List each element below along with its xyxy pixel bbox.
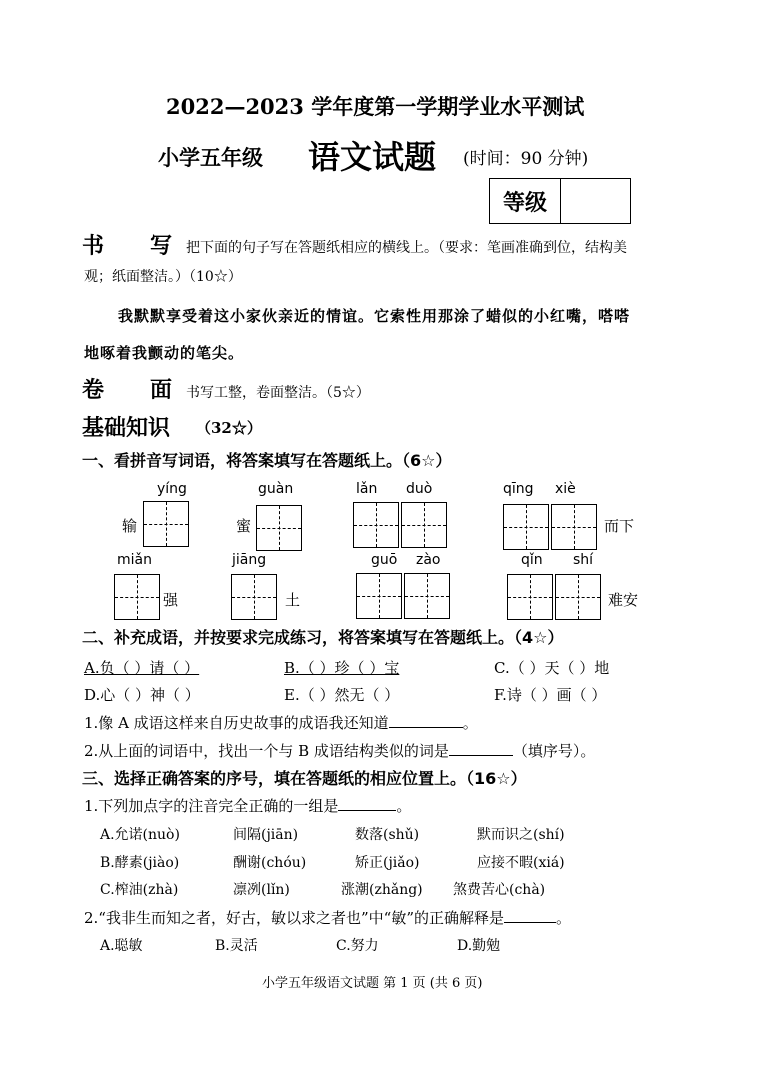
writing-instruction-2: 观；纸面整洁。）（10☆） — [84, 269, 242, 285]
writing-instruction-1: 把下面的句子写在答题纸相应的横线上。（要求：笔画准确到位，结构美 — [186, 240, 627, 256]
answer-box[interactable] — [114, 574, 160, 620]
idiom-f: F.诗（ ）画（ ） — [494, 686, 607, 704]
time-limit: (时间：90 分钟) — [463, 149, 589, 169]
answer-box[interactable] — [404, 573, 450, 619]
level-label: 等级 — [490, 179, 561, 223]
page-footer: 小学五年级语文试题 第 1 页 (共 6 页) — [262, 976, 483, 991]
choice-c: C.努力 — [336, 938, 379, 954]
pinyin: lǎn — [356, 481, 378, 497]
option-b-4: 应接不暇(xiá) — [477, 855, 565, 871]
q3-title: 三、选择正确答案的序号，填在答题纸的相应位置上。（16☆） — [82, 769, 527, 788]
answer-box[interactable] — [555, 574, 601, 620]
q1-title: 一、看拼音写词语，将答案填写在答题纸上。（6☆） — [82, 451, 452, 470]
q3-item-1: 1.下列加点字的注音完全正确的一组是 。 — [84, 797, 412, 815]
idiom-a: A.负（ ）请（ ） — [84, 659, 200, 677]
answer-blank[interactable] — [338, 810, 396, 811]
pinyin: shí — [573, 552, 594, 568]
idiom-c: C.（ ）天（ ）地 — [494, 659, 610, 677]
answer-blank[interactable] — [449, 755, 513, 756]
writing-sentence-2: 地啄着我颤动的笔尖。 — [84, 344, 245, 362]
basics-heading: 基础知识 — [82, 416, 171, 441]
basics-score: （32☆） — [196, 419, 262, 437]
level-box — [489, 178, 631, 224]
word-char: 而下 — [604, 517, 635, 535]
answer-box[interactable] — [143, 501, 189, 547]
word-char: 难安 — [608, 591, 639, 609]
word-char: 强 — [163, 591, 179, 609]
option-b-1: B.酵素(jiào) — [100, 855, 180, 871]
q2-item-1: 1.像 A 成语这样来自历史故事的成语我还知道 。 — [84, 714, 478, 732]
writing-heading-b: 写 — [150, 234, 173, 259]
level-field[interactable] — [561, 179, 630, 223]
answer-blank[interactable] — [504, 922, 556, 923]
idiom-b: B.（ ）珍（ ）宝 — [284, 659, 400, 677]
answer-box[interactable] — [507, 574, 553, 620]
word-char: 蜜 — [236, 517, 252, 535]
answer-blank[interactable] — [389, 727, 463, 728]
pinyin: duò — [406, 481, 433, 497]
q2-title: 二、补充成语，并按要求完成练习，将答案填写在答题纸上。（4☆） — [82, 628, 564, 647]
answer-box[interactable] — [356, 573, 402, 619]
option-a-2: 间隔(jiān) — [233, 827, 299, 843]
paper-heading-a: 卷 — [82, 378, 105, 403]
pinyin: qǐn — [521, 552, 543, 568]
pinyin: yíng — [157, 481, 187, 497]
option-c-1: C.榨油(zhà) — [100, 882, 179, 898]
answer-box[interactable] — [401, 502, 447, 548]
answer-box[interactable] — [256, 505, 302, 551]
pinyin: qīng — [503, 481, 534, 497]
pinyin: zào — [416, 552, 441, 568]
choice-b: B.灵活 — [215, 938, 258, 954]
idiom-d: D.心（ ）神（ ） — [84, 686, 200, 704]
option-a-3: 数落(shǔ) — [355, 827, 420, 843]
paper-heading-b: 面 — [150, 378, 173, 403]
q3-item-2: 2.“我非生而知之者，好古，敏以求之者也”中“敏”的正确解释是 。 — [84, 909, 572, 927]
choice-d: D.勤勉 — [457, 938, 501, 954]
option-a-1: A.允诺(nuò) — [100, 827, 180, 843]
pinyin: jiāng — [232, 552, 267, 568]
writing-sentence-1: 我默默享受着这小家伙亲近的情谊。它索性用那涂了蜡似的小红嘴，嗒嗒 — [118, 307, 631, 325]
pinyin: guō — [371, 552, 398, 568]
option-c-3: 涨潮(zhǎng) — [341, 882, 423, 898]
choice-a: A.聪敏 — [100, 938, 143, 954]
option-b-2: 酬谢(chóu) — [233, 855, 307, 871]
grade-label: 小学五年级 — [158, 145, 263, 170]
option-a-4: 默而识之(shí) — [477, 827, 565, 843]
pinyin: xiè — [555, 481, 576, 497]
answer-box[interactable] — [551, 504, 597, 550]
option-c-2: 凛冽(lǐn) — [233, 882, 290, 898]
writing-heading-a: 书 — [82, 234, 105, 259]
q2-item-2: 2.从上面的词语中，找出一个与 B 成语结构类似的词是 （填序号）。 — [84, 742, 596, 760]
option-b-3: 矫正(jiǎo) — [355, 855, 420, 871]
idiom-e: E.（ ）然无（ ） — [284, 686, 400, 704]
subject-title: 语文试题 — [308, 138, 437, 176]
word-char: 土 — [285, 591, 301, 609]
option-c-4: 煞费苦心(chà) — [453, 882, 546, 898]
answer-box[interactable] — [503, 504, 549, 550]
paper-instruction: 书写工整，卷面整洁。（5☆） — [186, 385, 370, 401]
exam-title: 2022—2023 学年度第一学期学业水平测试 — [166, 94, 585, 119]
answer-box[interactable] — [353, 502, 399, 548]
answer-box[interactable] — [231, 574, 277, 620]
pinyin: miǎn — [117, 552, 152, 568]
word-char: 输 — [122, 517, 138, 535]
pinyin: guàn — [258, 481, 294, 497]
